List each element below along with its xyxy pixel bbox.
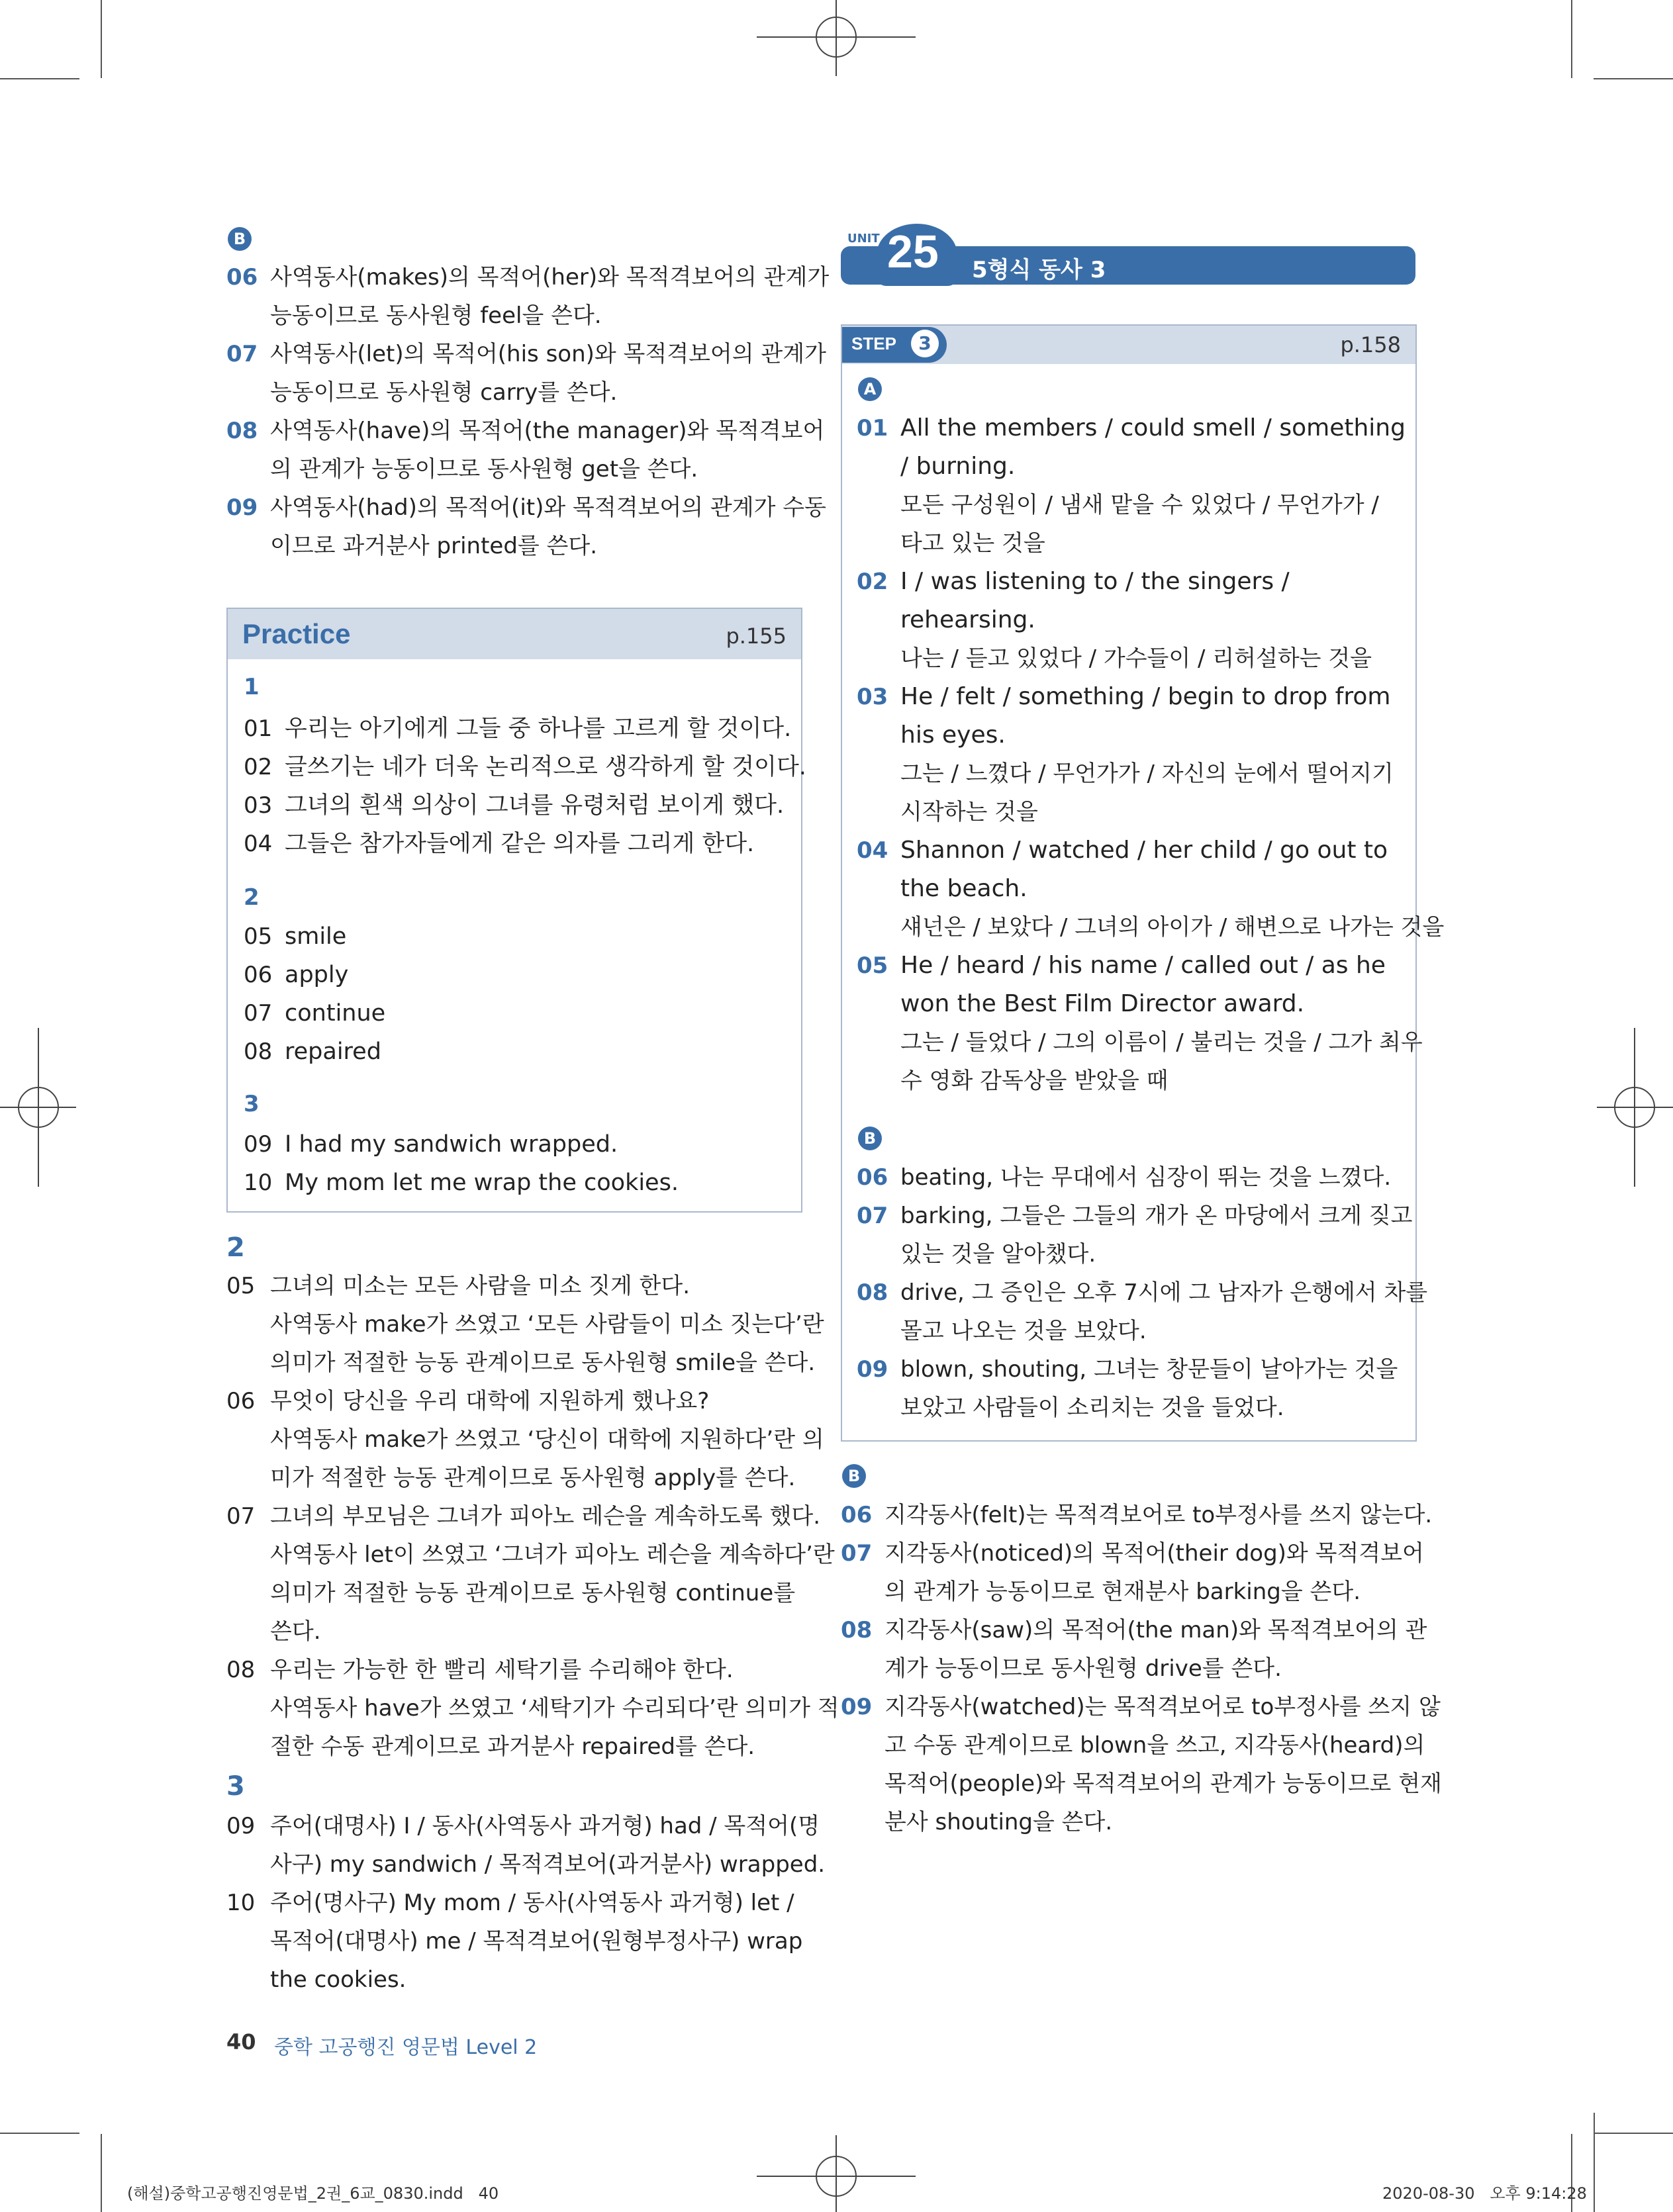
practice-header: [228, 609, 801, 659]
practice-group-1: [244, 710, 806, 863]
step-page: p.158: [1340, 332, 1401, 357]
list-item: 07 그녀의 부모님은 그녀가 피아노 레슨을 계속하도록 했다. 사역동사 let이 쓰였고 ‘그녀가 피아노 레슨을 계속하다’란 의미가 적절한 능동 관계이므로 동사원형 continue를 쓴다.: [226, 1503, 835, 1645]
list-item: 06 무엇이 당신을 우리 대학에 지원하게 했나요? 사역동사 make가 쓰였고 ‘당신이 대학에 지원하다’란 의 미가 적절한 능동 관계이므로 동사원형 apply를 쓴다.: [226, 1388, 824, 1491]
list-item: 08 drive, 그 증인은 오후 7시에 그 남자가 은행에서 차를 몰고 나오는 것을 보았다.: [857, 1279, 1428, 1344]
list-item: 06 지각동사(felt)는 목적격보어로 to부정사를 쓰지 않는다.: [841, 1502, 1433, 1528]
list-item: 09 blown, shouting, 그녀는 창문들이 날아가는 것을 보았고 사람들이 소리치는 것을 들었다.: [857, 1356, 1398, 1421]
unit-number: 25: [887, 226, 939, 277]
practice-title: Practice: [242, 618, 351, 649]
list-item: 05 그녀의 미소는 모든 사람을 미소 짓게 한다. 사역동사 make가 쓰였고 ‘모든 사람들이 미소 짓는다’란 의미가 적절한 능동 관계이므로 동사원형 smile을 쓴다.: [226, 1273, 824, 1376]
registration-mark-left: [0, 1028, 76, 1187]
page-number: 40: [226, 2029, 256, 2054]
list-item: 08 지각동사(saw)의 목적어(the man)와 목적격보어의 관 계가 능동이므로 동사원형 drive를 쓴다.: [841, 1617, 1427, 1682]
file-name: (해설)중학고공행진영문법_2권_6교_0830.indd 40: [127, 2184, 499, 2203]
registration-mark-top: [757, 0, 916, 76]
section-b-badge: B: [858, 1127, 882, 1150]
list-item: 07 사역동사(let)의 목적어(his son)와 목적격보어의 관계가 능동이므로 동사원형 carry를 쓴다.: [226, 341, 826, 406]
list-item: 07 barking, 그들은 그들의 개가 온 마당에서 크게 짖고 있는 것을 알아챘다.: [857, 1203, 1413, 1267]
list-item: 07 지각동사(noticed)의 목적어(their dog)와 목적격보어 의 관계가 능동이므로 현재분사 barking을 쓴다.: [841, 1540, 1424, 1605]
list-item: 02 글쓰기는 네가 더욱 논리적으로 생각하게 할 것이다.: [244, 754, 806, 780]
list-item: 08 사역동사(have)의 목적어(the manager)와 목적격보어 의 관계가 능동이므로 동사원형 get을 쓴다.: [226, 418, 825, 483]
practice-box: [226, 608, 806, 1213]
group-label: 2: [244, 884, 260, 911]
book-title: 중학 고공행진 영문법 Level 2: [274, 2036, 538, 2059]
list-item: 07 continue: [244, 1000, 386, 1027]
list-item: 08 우리는 가능한 한 빨리 세탁기를 수리해야 한다. 사역동사 have가 쓰였고 ‘세탁기가 수리되다’란 의미가 적 절한 수동 관계이므로 과거분사 repaired를 쓴다.: [226, 1657, 839, 1760]
registration-mark-right: [1597, 1028, 1673, 1187]
list-item: 10 주어(명사구) My mom / 동사(사역동사 과거형) let / 목적어(대명사) me / 목적격보어(원형부정사구) wrap the cookies.: [226, 1890, 803, 1993]
group-label: 1: [244, 674, 260, 700]
section-b2-badge: B: [842, 1464, 866, 1488]
list-item: 04 그들은 참가자들에게 같은 의자를 그리게 한다.: [244, 831, 755, 857]
list-item: 03 He / felt / something / begin to drop from his eyes. 그는 / 느꼈다 / 무언가가 / 자신의 눈에서 떨어지기 시작하는 것을: [857, 683, 1394, 825]
list-item: 09 사역동사(had)의 목적어(it)와 목적격보어의 관계가 수동 이므로 과거분사 printed를 쓴다.: [226, 494, 826, 559]
list-item: 06 사역동사(makes)의 목적어(her)와 목적격보어의 관계가 능동이므로 동사원형 feel을 쓴다.: [226, 264, 830, 329]
list-item: 05 smile: [244, 923, 347, 950]
step-label: STEP: [851, 334, 896, 353]
list-item: 06 apply: [244, 962, 349, 988]
section-a-badge: A: [858, 377, 882, 401]
practice-group-2: [244, 917, 385, 1071]
step-number: 3: [911, 330, 939, 357]
practice-page: p.155: [726, 623, 787, 649]
section-3-heading: 3: [226, 1771, 245, 1802]
group-label: 3: [244, 1091, 260, 1117]
practice-group-3: [244, 1125, 679, 1202]
section-b-badge: B: [228, 227, 252, 251]
list-item: 01 우리는 아기에게 그들 중 하나를 고르게 할 것이다.: [244, 715, 792, 742]
list-item: 03 그녀의 흰색 의상이 그녀를 유령처럼 보이게 했다.: [244, 792, 785, 819]
unit-title: 5형식 동사 3: [972, 257, 1106, 283]
list-item: 02 I / was listening to / the singers / rehearsing. 나는 / 듣고 있었다 / 가수들이 / 리허설하는 것을: [857, 568, 1372, 672]
section-2-heading: 2: [226, 1232, 245, 1263]
timestamp: 2020-08-30 오후 9:14:28: [1382, 2184, 1587, 2203]
list-item: 04 Shannon / watched / her child / go out to the beach. 섀넌은 / 보았다 / 그녀의 아이가 / 해변으로 나가는 것을: [857, 837, 1445, 941]
list-item: 05 He / heard / his name / called out / as he won the Best Film Director award. 그는 / 들었다 / 그의 이름이 / 불리는 것을 / 그가 최우 수 영화 감독상을 받았을 때: [857, 952, 1423, 1094]
unit-label: UNIT: [847, 232, 880, 246]
list-item: 09 주어(대명사) I / 동사(사역동사 과거형) had / 목적어(명 사구) my sandwich / 목적격보어(과거분사) wrapped.: [226, 1813, 826, 1878]
list-item: 08 repaired: [244, 1038, 381, 1065]
list-item: 09 지각동사(watched)는 목적격보어로 to부정사를 쓰지 않 고 수동 관계이므로 blown을 쓰고, 지각동사(heard)의 목적어(people)와 목적격보어의 관계가 능동이므로 현재 분사 shouting을 쓴다.: [841, 1694, 1442, 1835]
list-item: 01 All the members / could smell / something / burning. 모든 구성원이 / 냄새 맡을 수 있었다 / 무언가가 / 타고 있는 것을: [857, 414, 1406, 557]
list-item: 10 My mom let me wrap the cookies.: [244, 1170, 679, 1196]
list-item: 06 beating, 나는 무대에서 심장이 뛰는 것을 느꼈다.: [857, 1164, 1392, 1191]
step-header: [842, 326, 1415, 364]
registration-mark-bottom: [757, 2135, 916, 2212]
list-item: 09 I had my sandwich wrapped.: [244, 1131, 618, 1158]
